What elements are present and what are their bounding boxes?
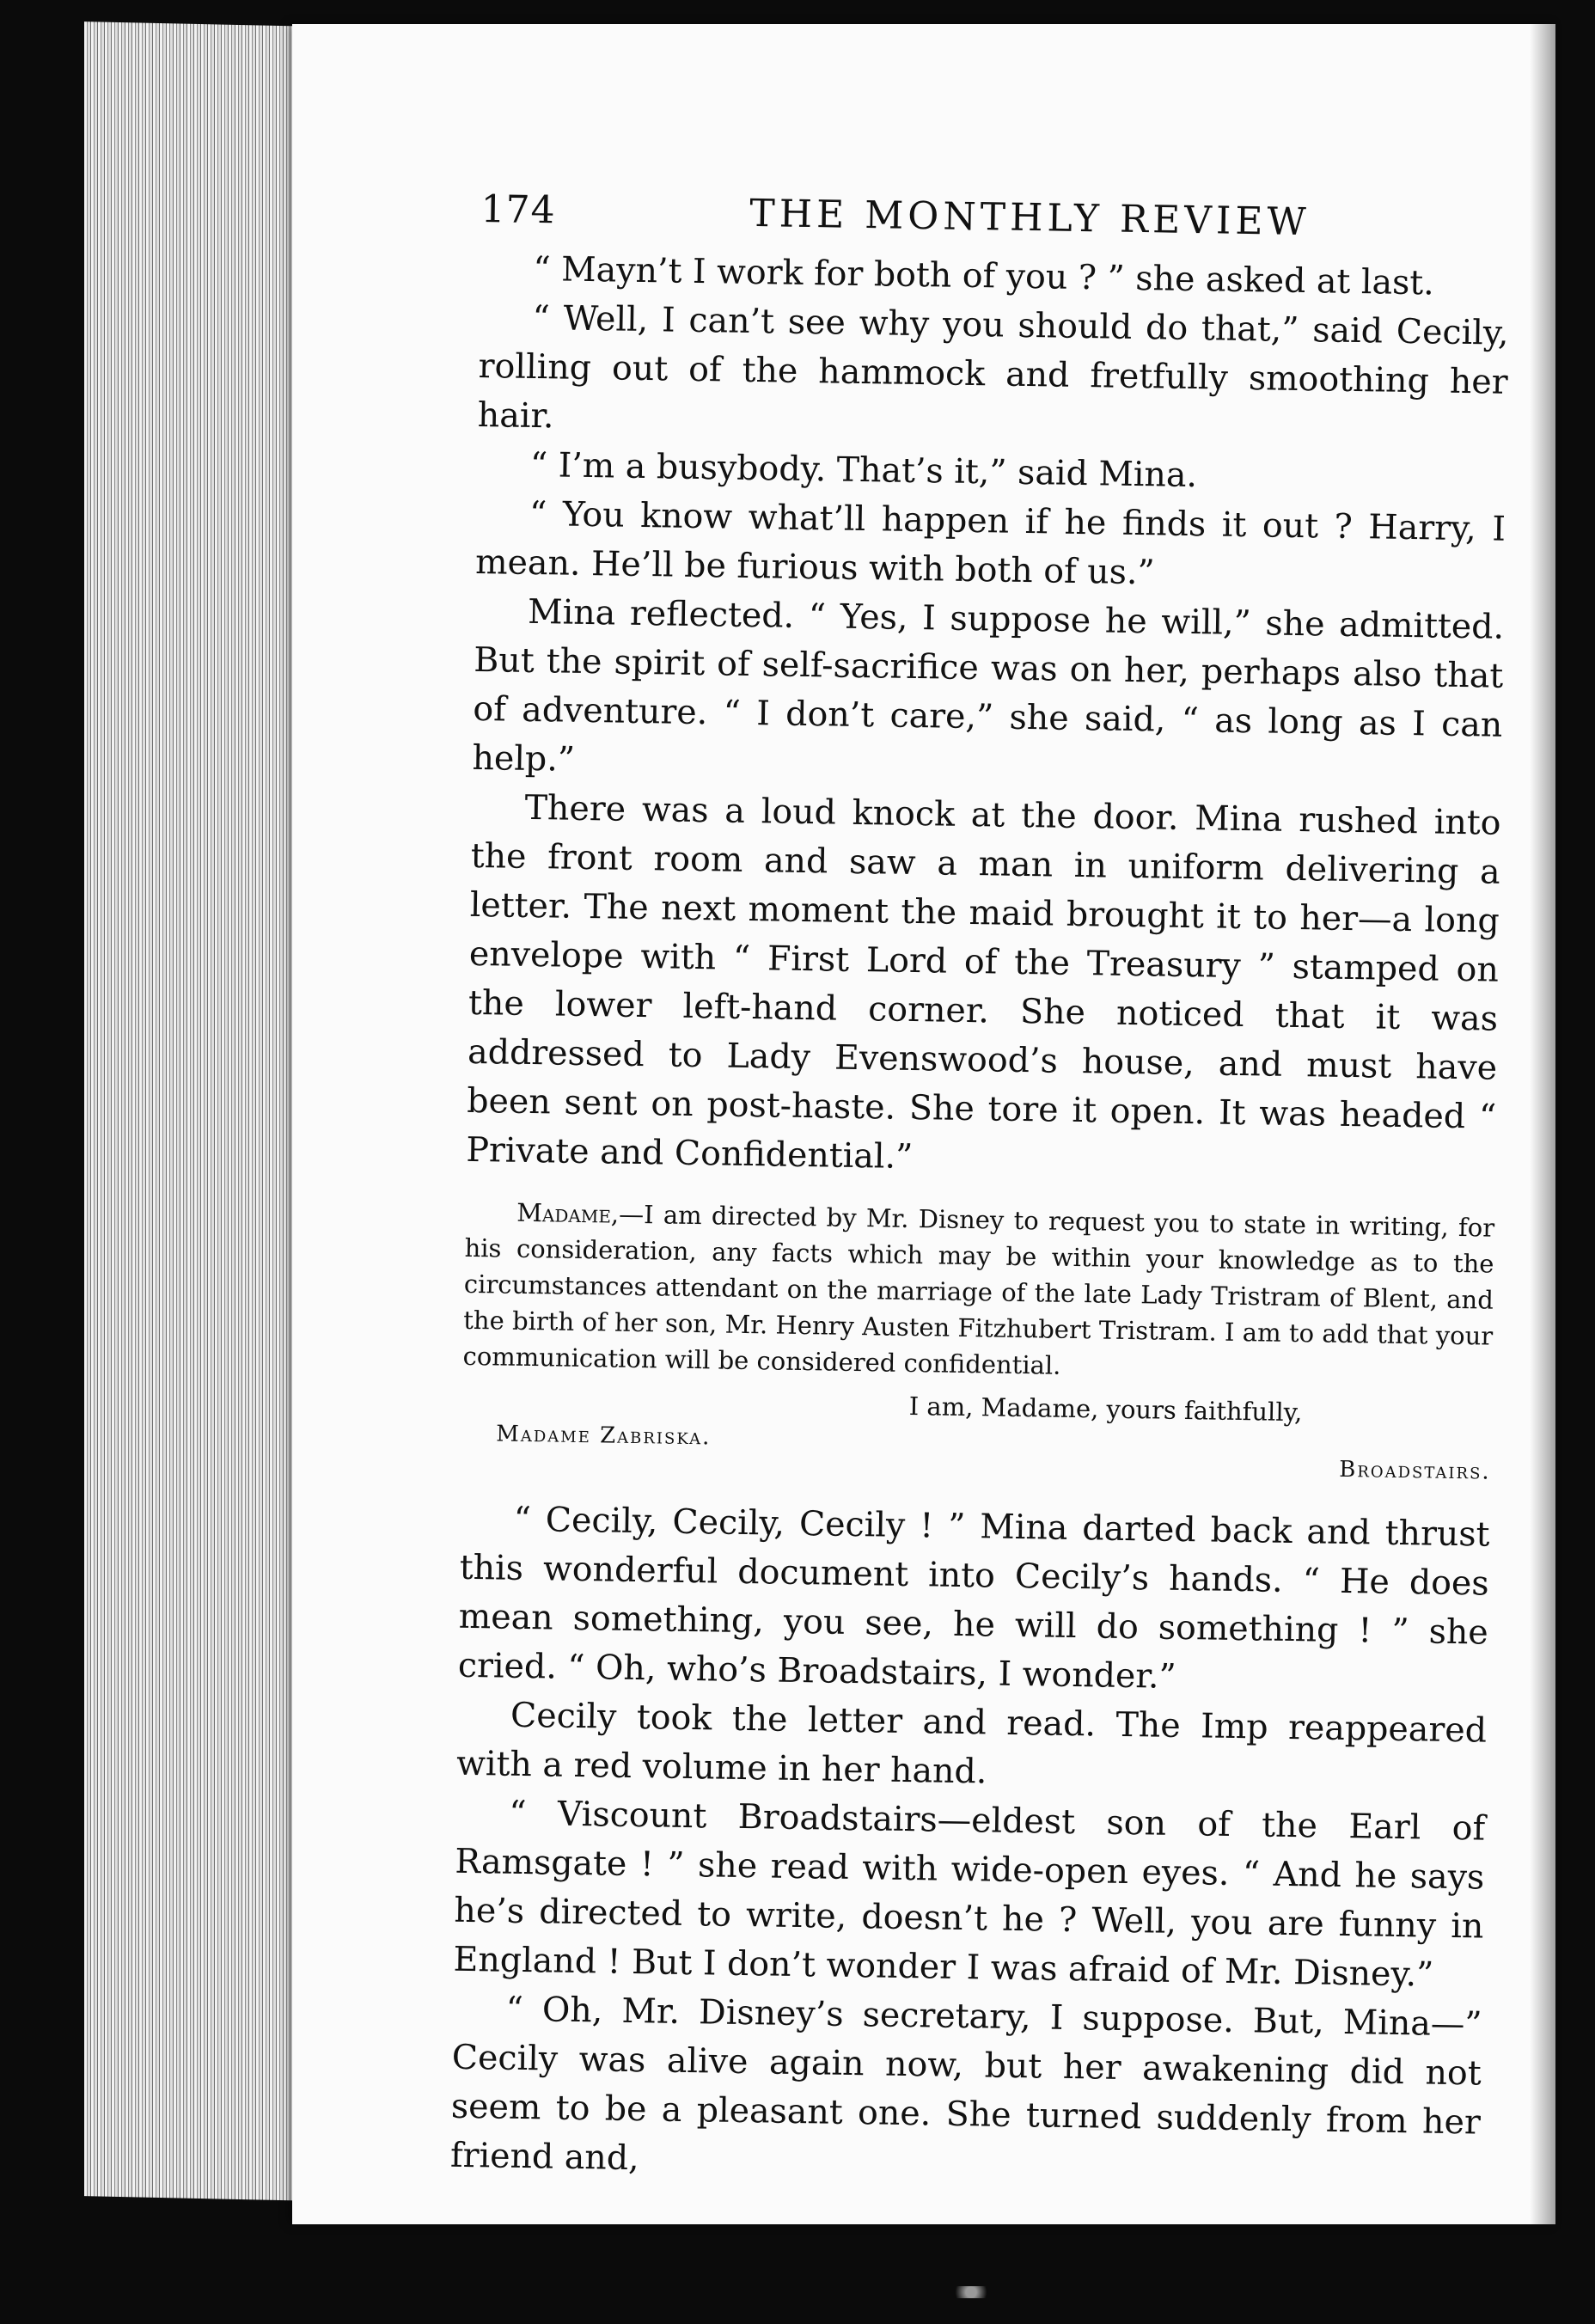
paragraph: “ Mayn’t I work for both of you ? ” she asked at last. <box>533 248 1435 303</box>
paragraph: “ Oh, Mr. Disney’s secretary, I suppose. But, Mina—” Cecily was alive again now, but her awakening did not seem to be a pleasant one. She turned suddenly from her friend and, <box>449 1989 1482 2179</box>
paragraph: “ Cecily, Cecily, Cecily ! ” Mina darted back and thrust this wonderful document into Cecily’s hands. “ He does mean something, you see, he will do something ! ” she cried. “ Oh, who’s Broadstairs, I wonder.” <box>457 1499 1490 1697</box>
letter-text: —I am directed by Mr. Disney to request you to state in writing, for his consideration, any facts which may be within your knowledge as to the circumstances attendant on the marriage of the late Lady Tristram of Blent, and the birth of her son, Mr. Henry Austen Fitzhubert Tristram. I am to add that your communication will be considered confidential. <box>462 1199 1495 1380</box>
page-text-block <box>450 187 1511 2197</box>
letter-salutation: Madame, <box>516 1197 620 1229</box>
paragraph: Cecily took the letter and read. The Imp reappeared with a red volume in her hand. <box>455 1695 1488 1792</box>
paragraph: Mina reflected. “ Yes, I suppose he will,” she admitted. But the spirit of self-sacrifice was on her, perhaps also that of adventure. “ I don’t care,” she said, “ as long as I can help.” <box>472 591 1505 780</box>
letter-signer: Broadstairs. <box>1338 1456 1491 1485</box>
quoted-letter <box>461 1194 1495 1489</box>
letter-closing: I am, Madame, yours faithfully, <box>908 1391 1303 1428</box>
page-number: 174 <box>480 187 556 233</box>
letter-body <box>462 1194 1494 1391</box>
letter-addressee: Madame Zabriska. <box>495 1421 712 1451</box>
running-title: THE MONTHLY REVIEW <box>749 191 1311 245</box>
paragraph: “ You know what’ll happen if he finds it out ? Harry, I mean. He’ll be furious with both of us.” <box>474 493 1506 593</box>
paragraph: “ Viscount Broadstairs—eldest son of the Earl of Ramsgate ! ” she read with wide-open eyes. “ And he says he’s directed to write, doesn’t he ? Well, you are funny in England ! But I don’t wonder I was afraid of Mr. Disney.” <box>453 1793 1486 1995</box>
scan-artifact <box>945 2286 997 2298</box>
page-edges-stack <box>84 21 316 2201</box>
paragraph: There was a loud knock at the door. Mina rushed into the front room and saw a man in uniform delivering a letter. The next moment the maid brought it to her—a long envelope with “ First Lord of the Treasury ” stamped on the lower left-hand corner. She noticed that it was addressed to Lady Evenswood’s house, and must have been sent on post-haste. She tore it open. It was headed “ Private and Confidential.” <box>466 787 1501 1177</box>
paragraph: “ Well, I can’t see why you should do that,” said Cecily, rolling out of the hammock and fretfully smoothing her hair. <box>477 297 1509 437</box>
paragraph: “ I’m a busybody. That’s it,” said Mina. <box>529 444 1198 496</box>
